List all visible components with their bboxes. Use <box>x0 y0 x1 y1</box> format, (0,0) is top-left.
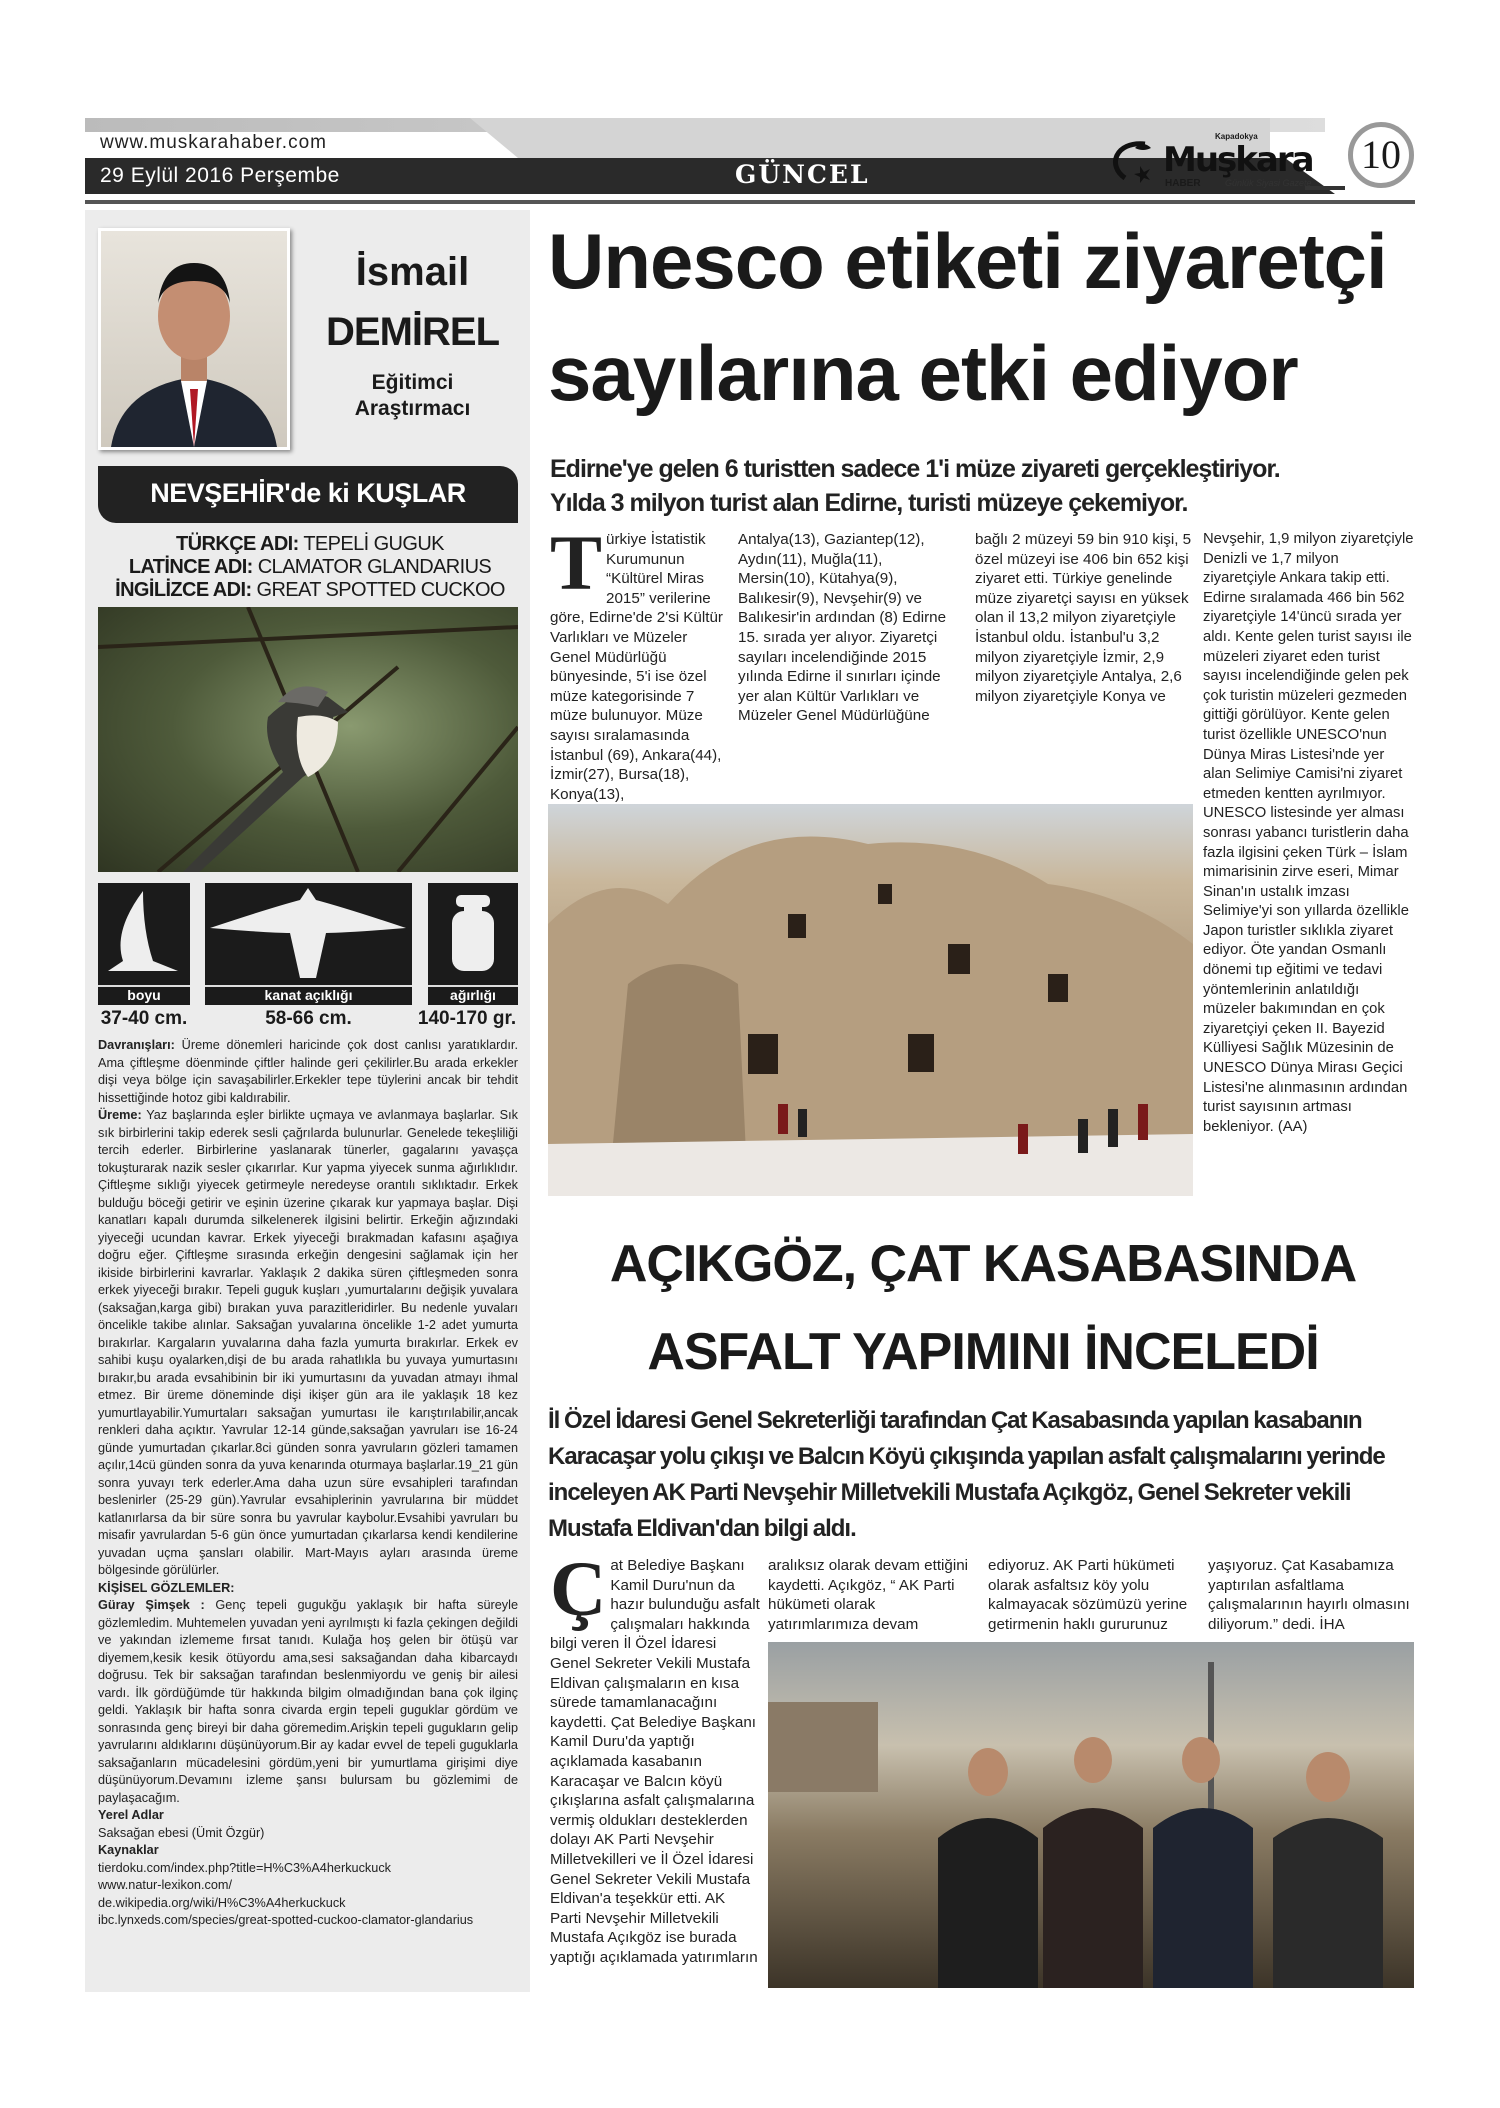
stat-weight <box>428 883 518 1005</box>
stat-value: 58-66 cm. <box>265 1008 352 1029</box>
local-names-heading <box>98 1807 518 1825</box>
article2-column: aralıksız olarak devam ettiğini kaydetti. Açıkgöz, “ AK Parti hükümeti olarak yatırımlarımıza devam <box>768 1557 969 1633</box>
logo-name: Muşkara <box>1163 140 1313 180</box>
article2-column: ediyoruz. AK Parti hükümeti olarak asfaltsız köy yolu kalmayacak sözümüzü yerine getirmenin haklı gururunuz <box>988 1557 1188 1633</box>
source-link[interactable]: de.wikipedia.org/wiki/H%C3%A4herkuckuck <box>98 1895 346 1910</box>
drop-cap: T <box>550 519 603 606</box>
source-link[interactable]: tierdoku.com/index.php?title=H%C3%A4herkuckuck <box>98 1860 392 1875</box>
label: Yerel Adlar <box>98 1808 164 1822</box>
columnist-photo <box>98 228 290 450</box>
subtitle-line: Edirne'ye gelen 6 turistten sadece 1'i müze ziyareti gerçekleştiriyor. <box>550 455 1280 483</box>
label: LATİNCE ADI: <box>128 556 253 578</box>
label: KİŞİSEL GÖZLEMLER: <box>98 1580 235 1595</box>
value: GREAT SPOTTED CUCKOO <box>256 579 505 601</box>
text: Üreme dönemleri haricinde çok dost canlısı yaratıklardır. Ama çiftleşme döenminde çiftler halinde geri çekilirler.Bu arada erkekler dişi veya bölge için savaşabilirler.Erkekler tepe tüylerini ancak bir tehdit hissettiğinde hotoz gibi kaldırabilir. <box>98 1038 518 1105</box>
bird-section-title: NEVŞEHİR'de ki KUŞLAR <box>150 478 466 508</box>
columnist-title-line: Araştırmacı <box>354 397 471 420</box>
columnist-title-line: Eğitimci <box>371 371 454 394</box>
drop-cap: Ç <box>550 1545 607 1632</box>
headline-line: AÇIKGÖZ, ÇAT KASABASINDA <box>609 1235 1357 1293</box>
label: Davranışları: <box>98 1038 175 1052</box>
label: Üreme: <box>98 1108 142 1122</box>
officials-inspection-photo <box>768 1642 1414 1988</box>
columnist-title <box>300 370 525 422</box>
article1-column: Antalya(13), Gaziantep(12), Aydın(11), Muğla(11), Mersin(10), Kütahya(9), Balıkesir(9), Nevşehir(9) ve Balıkesir'in ardından (8) Edirne 15. sırada yer alıyor. Ziyaretçi sayıları incelendiğinde 2015 yılında Edirne il sınırları içinde yer alan Kültür Varlıkları ve Müzeler Genel Müdürlüğüne <box>738 531 947 725</box>
latin-name-line <box>90 556 530 579</box>
column-text: ürkiye İstatistik Kurumunun “Kültürel Miras 2015” verilerine göre, Edirne'de 2'si Kültür Varlıkları ve Müzeler Genel Müdürlüğü bünyesinde, 5'i ise özel müze kategorisinde 7 müze bulunuyor. Müze sayısı sıralamasında İstanbul (69), Ankara(44), İzmir(27), Bursa(18), Konya(13), <box>550 531 723 803</box>
stat-length <box>98 883 190 1005</box>
turkish-name-line <box>90 533 530 556</box>
article2-headline <box>548 1220 1418 1396</box>
stat-value: 140-170 gr. <box>417 1008 517 1029</box>
label: İNGİLİZCE ADI: <box>115 579 252 601</box>
article1-column: Nevşehir, 1,9 milyon ziyaretçiyle Denizli ve 1,7 milyon ziyaretçiyle Ankara takip etti. Edirne sıralamada 466 bin 562 ziyaretçiyle 14'üncü sırada yer aldı. Kente gelen turist sayısı ile müzeleri ziyaret eden turist sayısı incelendiğinde gelen pek çok turistin müzeleri gezmeden gittiği görülüyor. Kente gelen turist özellikle UNESCO'nun Dünya Miras Listesi'nde yer alan Selimiye Camisi'ni ziyaret etmeden kentten ayrılmıyor. UNESCO listesinde yer alması sonrası yabancı turistlerin daha fazla ilgisini çeken Türk – İslam mimarisinin zirve eseri, Mimar Sinan'ın ustalık imzası Selimiye'yi son yıllarda özellikle Japon turistler sıklıkla ziyaret ediyor. Öte yandan Osmanlı dönemi tıp eğitimi ve tedavi yöntemlerinin anlatıldığı müzeler bakımından en çok ziyaretçiyi çeken II. Bayezid Külliyesi Sağlık Müzesinin de UNESCO Dünya Mirası Geçici Listesi'ne alınmasının ardından turist sayısının artması bekleniyor. (AA) <box>1203 531 1414 1135</box>
weight-icon <box>428 883 518 978</box>
article1-headline <box>548 205 1418 429</box>
issue-date: 29 Eylül 2016 Perşembe <box>100 164 340 187</box>
breeding-paragraph <box>98 1107 518 1580</box>
observer-name: Güray Şimşek : <box>98 1598 205 1612</box>
columnist-last-name: DEMİREL <box>326 310 499 354</box>
headline-line: Unesco etiketi ziyaretçi <box>548 217 1387 305</box>
column-text: at Belediye Başkanı Kamil Duru'nun da hazır bulunduğu asfalt çalışmaları hakkında bilgi veren İl Özel İdaresi Genel Sekreter Vekili Mustafa Eldivan çalışmaların en kısa sürede tamamlanacağını kaydetti. Çat Belediye Başkanı Kamil Duru'da yaptığı açıklamada kasabanın Karacaşar ve Balcın köyü çıkışlarına asfalt çalışmalarına vermiş oldukları desteklerden dolayı AK Parti Nevşehir Milletvekilleri ve İl Özel İdaresi Genel Sekreter Vekili Mustafa Eldivan'a teşekkür etti. AK Parti Nevşehir Milletvekili Mustafa Açıkgöz ise burada yaptığı açıklamada yatırımların <box>550 1557 760 1966</box>
columnist-first-name: İsmail <box>355 250 470 294</box>
english-name-line <box>90 579 530 602</box>
logo-tagline: Günlük Siyasi Gazete <box>1225 178 1312 188</box>
section-name: GÜNCEL <box>735 160 870 189</box>
observations-heading <box>98 1580 518 1598</box>
behavior-paragraph <box>98 1037 518 1107</box>
bird-photo <box>98 607 518 872</box>
article1-column <box>550 519 730 804</box>
logo-emblem-icon <box>1105 136 1165 186</box>
stat-value: 37-40 cm. <box>100 1008 188 1029</box>
value: TEPELİ GUGUK <box>303 533 444 555</box>
text: Yaz başlarında eşler birlikte uçmaya ve avlanmaya başlarlar. Sık sık birbirlerini takip ederek sesli çağrılarda bulunurlar. Genelede tekeşliliği tercih ederler. Birbirlerine yaslanarak tünerler, gagalarını yavaşça tokuşturarak nazik sesler çıkarırlar. Kur yapma yiyecek sunma ağırlıklıdır. Çiftleşme sıklığı yiyecek getirmeyle neredeyse orantılı sıklıktadır. Erkek bulduğu böceği getirir ve eşinin üzerine çıkarak kur yapmaya başlar. Dişi kanatları kapalı durumda silkelenerek ilgisini belirtir. Erkeğin ağızındaki yiyeceği ucundan kavrar. Erkek yiyeceği bırakmadan kafasını aşağıya doğru eğer. Çiftleşme sırasında erkeğin dengesini sağlamak için her ikiside birbirlerini kavrarlar. Yaklaşık 2 dakika süren çiftleşmeden sonra erkek yiyeceği bırakır. Tepeli guguk kuşları ,yumurtalarını değişik yuvalara (saksağan,karga gibi) bırakan yuva parazitleridirler. Bu nedenle yuvaları öncelikle takibe alınlar. Saksağan yuvalarına öncelikle 1-2 adet yumurta bırakırlar. Kargaların yuvalarına daha fazla yumurta bırakırlar. Erkek ev sahibi kuşu oyalarken,dişi de bu arada rahatlıkla bu yuvaya yumurtasını bırakır,bu arada evsahibinin bir iki yumurtasını da yuvadan atmayı ihmal etmez. Bir üreme döneminde dişi ikişer gün ara ile yaklaşık 18 kez yumurtlayabilir.Yumurtaları saksağan yumurtası ile karıştırılabilir,ancak renkleri daha açıktır. Yavrular 12-14 günde,saksağan yavruları ise 16-24 günde yumurtadan çıkarlar.8ci günden sonra yavruların gözleri tamamen açılır,14cü günden sonra da yuva kenarında oturmaya başlarlar.19_21 gün sonra yuvayı terk ederler.Ama daha uzun süre evsahipleri tarafından beslenirler (25-29 gün).Yavrular evsahiplerinin yavrularına bir müddet katlanırlarsa da bir süre sonra bu yavrular kaybolur.Evsahibi yavruları bu misafir yavrulardan 5-6 gün önce yumurtadan çıkarlarsa kendi kendilerine yuvadan uçma şansları olabilir. Mart-Mayıs ayları arasında üreme bölgesinde görülürler. <box>98 1108 518 1577</box>
bird-length-icon <box>98 883 190 978</box>
wingspan-icon <box>205 883 412 978</box>
bird-article-body <box>98 1037 518 1930</box>
local-names: Saksağan ebesi (Ümit Özgür) <box>98 1825 265 1840</box>
logo-haber: HABER <box>1165 178 1201 189</box>
stat-label: boyu <box>98 985 190 1003</box>
website-url[interactable]: www.muskarahaber.com <box>100 132 327 153</box>
value: CLAMATOR GLANDARIUS <box>257 556 492 578</box>
label: TÜRKÇE ADI: <box>176 533 299 555</box>
stat-label: kanat açıklığı <box>205 985 412 1003</box>
observation-paragraph <box>98 1597 518 1807</box>
logo-small-text: Kapadokya <box>1215 132 1258 141</box>
stat-label: ağırlığı <box>428 985 518 1003</box>
text: Genç tepeli gugukğu yaklaşık bir hafta süreyle gözlemledim. Muhtemelen yuvadan yeni ayrılmıştı ki fazla çekingen değildi ve yakından izlememe fırsat tanıdı. Kulağa hoş gelen bir ötüşü var diyemem,kesik kesik ötüyordu ama,sesi saksağandan daha kibarcaydı doğrusu. Tek bir saksağan tarafından beslenmiyordu ve geniş bir ailesi vardı. İlk gördüğümde tür hakkında bilgim olmadığından bana çok ilginç geldi. Yaklaşık bir hafta sonra civarda ergin tepeli guguklar gördüm ve sonrasında genç bireyi bir daha göremedim.Arişkin tepeli gugukların gelip yavrularını aldıklarını düşünüyorum.Bir ay kadar evvel de tepeli guguklarla saksağanların mücadelesini gördüm,yeni bir yumurtlama girişimi diye düşünüyorum.Devamını izleme şansı bulursam bu gözlemimi de paylaşacağım. <box>98 1598 518 1805</box>
newspaper-logo <box>1105 132 1345 192</box>
headline-line: sayılarına etki ediyor <box>548 329 1298 417</box>
article1-subtitle <box>550 452 1430 520</box>
page-number: 10 <box>1348 122 1414 188</box>
article2-subtitle: İl Özel İdaresi Genel Sekreterliği tarafından Çat Kasabasında yapılan kasabanın Karacaşar yolu çıkışı ve Balcın Köyü çıkışında yapılan asfalt çalışmalarını yerinde inceleyen AK Parti Nevşehir Milletvekili Mustafa Açıkgöz, Genel Sekreter vekili Mustafa Eldivan'dan bilgi aldı. <box>548 1407 1385 1542</box>
headline-line: ASFALT YAPIMINI İNCELEDİ <box>647 1323 1319 1381</box>
article2-column <box>550 1545 760 1967</box>
cappadocia-rock-photo <box>548 804 1193 1196</box>
sources-heading <box>98 1842 518 1860</box>
source-link[interactable]: ibc.lynxeds.com/species/great-spotted-cuckoo-clamator-glandarius <box>98 1913 474 1927</box>
stat-wingspan <box>205 883 412 1005</box>
article1-column: bağlı 2 müzeyi 59 bin 910 kişi, 5 özel müzeyi ise 406 bin 652 kişi ziyaret etti. Türkiye genelinde müze ziyaretçi sayısı en yüksek olan il 13,2 milyon ziyaretçiyle İstanbul oldu. İstanbul'u 3,2 milyon ziyaretçiyle İzmir, 2,9 milyon ziyaretçiyle Antalya, 2,6 milyon ziyaretçiyle Konya ve <box>975 531 1192 705</box>
header-rule <box>85 200 1415 204</box>
article2-column: yaşıyoruz. Çat Kasabamıza yaptırılan asfaltlama çalışmalarının hayırlı olmasını diliyorum.” dedi. İHA <box>1208 1557 1410 1633</box>
label: Kaynaklar <box>98 1843 159 1857</box>
subtitle-line: Yılda 3 milyon turist alan Edirne, turisti müzeye çekemiyor. <box>550 489 1188 517</box>
source-link[interactable]: www.natur-lexikon.com/ <box>98 1878 232 1892</box>
